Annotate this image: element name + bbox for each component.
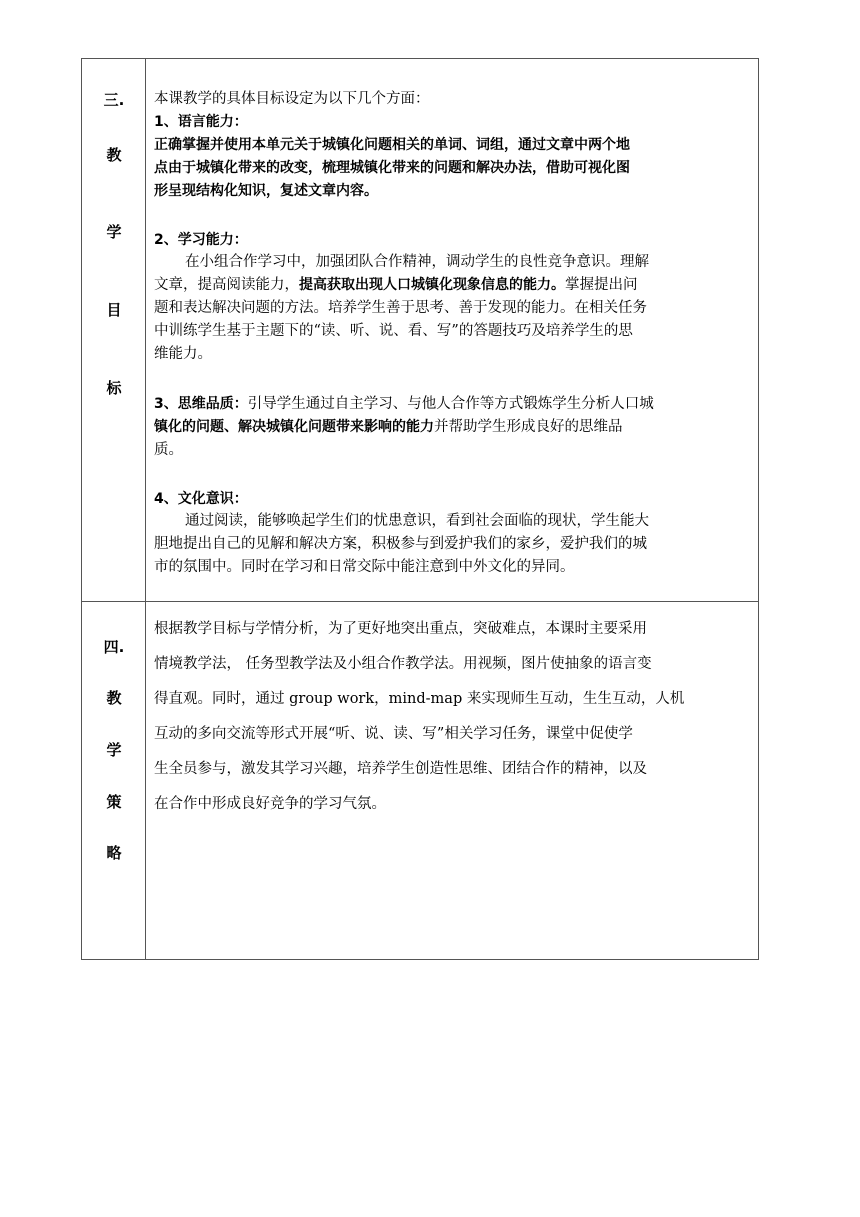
strategy-line: 根据教学目标与学情分析，为了更好地突出重点，突破难点，本课时主要采用: [154, 621, 647, 637]
learning-text: 文章，提高阅读能力，: [154, 277, 299, 293]
thinking-text: 并帮助学生形成良好的思维品: [434, 419, 623, 435]
strategy-line: 互动的多向交流等形式开展“听、说、读、写”相关学习任务，课堂中促使学: [154, 726, 633, 742]
strategy-line: 生全员参与，激发其学习兴趣，培养学生创造性思维、团结合作的精神，以及: [154, 761, 647, 777]
label-char: 教: [106, 689, 122, 707]
thinking-heading: 3、思维品质：: [154, 396, 248, 412]
label-char: 学: [106, 741, 122, 759]
learning-line: 题和表达解决问题的方法。培养学生善于思考、善于发现的能力。在相关任务: [154, 300, 647, 316]
section-number: 三.: [103, 91, 125, 109]
language-line: 正确掌握并使用本单元关于城镇化问题相关的单词、词组，通过文章中两个地: [154, 137, 630, 153]
label-char: 策: [106, 793, 122, 811]
thinking-text: 引导学生通过自主学习、与他人合作等方式锻炼学生分析人口城: [247, 396, 654, 412]
language-line: 形呈现结构化知识，复述文章内容。: [154, 183, 378, 199]
culture-heading: 4、文化意识：: [154, 491, 248, 507]
strategy-line: 在合作中形成良好竞争的学习气氛。: [154, 796, 386, 812]
label-char: 略: [106, 844, 122, 862]
culture-line: 市的氛围中。同时在学习和日常交际中能注意到中外文化的异同。: [154, 559, 575, 575]
thinking-line: [154, 393, 654, 415]
teaching-objectives-row: [82, 59, 758, 602]
learning-line: 维能力。: [154, 346, 212, 362]
thinking-line: 质。: [154, 442, 183, 458]
label-char: 标: [106, 379, 122, 397]
thinking-bold-text: 镇化的问题、解决城镇化问题带来影响的能力: [154, 419, 434, 435]
learning-text: 掌握提出问: [565, 277, 638, 293]
label-char: 教: [106, 146, 122, 164]
teaching-strategy-label: [82, 602, 146, 959]
culture-line: 胆地提出自己的见解和解决方案，积极参与到爱护我们的家乡，爱护我们的城: [154, 536, 647, 552]
section-number: 四.: [103, 638, 125, 656]
thinking-line: [154, 416, 623, 438]
culture-line: 通过阅读，能够唤起学生们的忧患意识，看到社会面临的现状，学生能大: [185, 513, 649, 529]
learning-line: 在小组合作学习中，加强团队合作精神，调动学生的良性竞争意识。理解: [185, 254, 649, 270]
strategy-line: 得直观。同时，通过 group work，mind-map 来实现师生互动，生生互动，人机: [154, 691, 685, 707]
language-line: 点由于城镇化带来的改变，梳理城镇化带来的问题和解决办法，借助可视化图: [154, 160, 630, 176]
label-char: 学: [106, 223, 122, 241]
language-heading: 1、语言能力：: [154, 114, 248, 130]
learning-bold-text: 提高获取出现人口城镇化现象信息的能力。: [299, 277, 565, 293]
lesson-plan-table: [81, 58, 759, 960]
label-char: 目: [106, 301, 122, 319]
learning-line: 中训练学生基于主题下的“读、听、说、看、写”的答题技巧及培养学生的思: [154, 323, 633, 339]
strategy-line: 情境教学法， 任务型教学法及小组合作教学法。用视频，图片使抽象的语言变: [154, 656, 652, 672]
intro-line: 本课教学的具体目标设定为以下几个方面：: [154, 91, 430, 107]
learning-line: [154, 274, 638, 296]
teaching-strategy-row: [82, 602, 758, 959]
teaching-objectives-label: [82, 59, 146, 601]
learning-heading: 2、学习能力：: [154, 232, 248, 248]
